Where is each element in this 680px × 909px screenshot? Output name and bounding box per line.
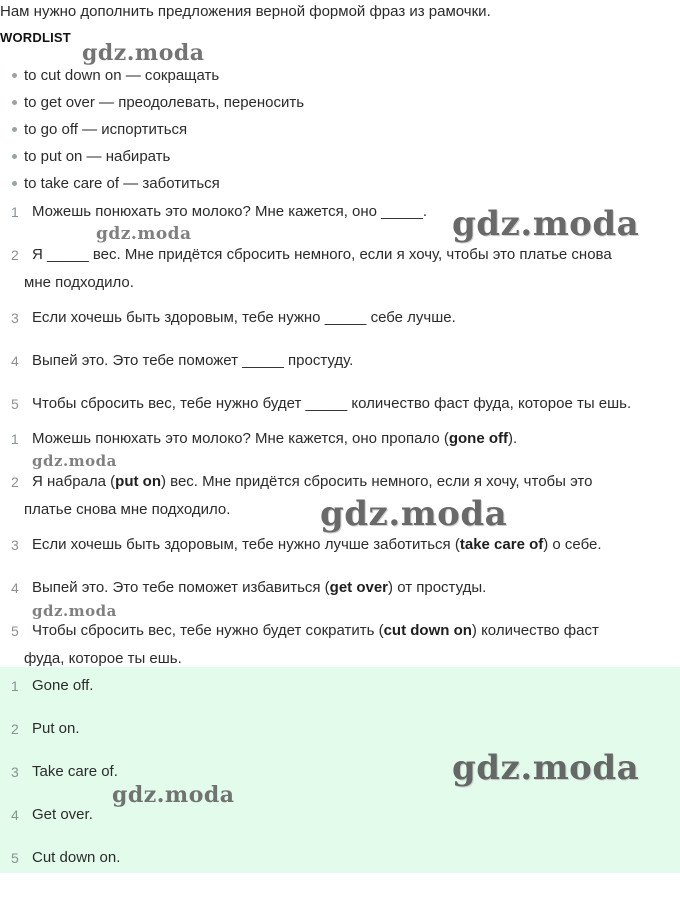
task-text: Выпей это. Это тебе поможет _____ простуду. — [32, 352, 354, 369]
wordlist-item — [12, 94, 304, 111]
translation-item — [0, 617, 676, 673]
translation-text: Чтобы сбросить вес, тебе нужно будет сократить (cut down on) количество фаст — [32, 622, 599, 639]
task-number: 4 — [11, 353, 19, 369]
task-item — [0, 390, 676, 418]
phrase-highlight: cut down on — [383, 622, 472, 639]
task-text: Я _____ вес. Мне придётся сбросить немного, если я хочу, чтобы это платье снова — [32, 246, 612, 263]
task-item — [0, 241, 676, 297]
translation-number: 1 — [11, 431, 19, 447]
task-text: Чтобы сбросить вес, тебе нужно будет _____ количество фаст фуда, которое ты ешь. — [32, 395, 632, 412]
translation-text: Можешь понюхать это молоко? Мне кажется, оно пропало (gone off). — [32, 430, 518, 447]
translation-text: Я набрала (put on) вес. Мне придётся сбросить немного, если я хочу, чтобы это — [32, 473, 593, 490]
answer-number: 4 — [11, 807, 19, 823]
translation-item — [0, 468, 676, 524]
watermark: gdz.moda — [32, 602, 117, 620]
answer-text: Gone off. — [32, 677, 94, 694]
watermark: gdz.moda — [32, 452, 117, 470]
bullet-icon — [12, 154, 17, 159]
wordlist-title: WORDLIST — [0, 30, 71, 45]
bullet-icon — [12, 127, 17, 132]
task-number: 2 — [11, 247, 19, 263]
translation-number: 2 — [11, 474, 19, 490]
answer-text: Take care of. — [32, 763, 118, 780]
wordlist-item-text: to go off — испортиться — [24, 121, 188, 138]
translation-number: 4 — [11, 580, 19, 596]
watermark: gdz.moda — [452, 748, 640, 788]
translation-number: 5 — [11, 623, 19, 639]
watermark: gdz.moda — [452, 204, 640, 244]
answer-number: 5 — [11, 850, 19, 866]
watermark: gdz.moda — [320, 494, 508, 534]
wordlist-item — [12, 148, 170, 165]
task-text-cont: мне подходило. — [24, 274, 134, 291]
task-number: 1 — [11, 204, 19, 220]
task-text: Если хочешь быть здоровым, тебе нужно _____ себе лучше. — [32, 309, 456, 326]
translation-item — [0, 574, 676, 602]
answer-number: 3 — [11, 764, 19, 780]
task-number: 5 — [11, 396, 19, 412]
answer-text: Get over. — [32, 806, 93, 823]
translation-item — [0, 531, 676, 559]
answer-item — [0, 715, 676, 743]
phrase-highlight: take care of — [459, 536, 544, 553]
watermark: gdz.moda — [112, 782, 235, 808]
answer-item — [0, 758, 676, 786]
answer-number: 1 — [11, 678, 19, 694]
phrase-highlight: put on — [115, 473, 161, 490]
watermark: gdz.moda — [96, 224, 192, 244]
phrase-highlight: gone off — [448, 430, 509, 447]
bullet-icon — [12, 100, 17, 105]
wordlist-item — [12, 175, 220, 192]
wordlist-item — [12, 67, 219, 84]
watermark: gdz.moda — [82, 40, 205, 66]
phrase-highlight: get over — [329, 579, 389, 596]
answer-number: 2 — [11, 721, 19, 737]
translation-text: Если хочешь быть здоровым, тебе нужно лучше заботиться (take care of) о себе. — [32, 536, 602, 553]
bullet-icon — [12, 181, 17, 186]
wordlist-item-text: to cut down on — сокращать — [24, 67, 220, 84]
wordlist-item — [12, 121, 187, 138]
task-item — [0, 198, 676, 226]
task-number: 3 — [11, 310, 19, 326]
task-item — [0, 347, 676, 375]
task-text: Можешь понюхать это молоко? Мне кажется, оно _____. — [32, 203, 428, 220]
translation-text-cont: платье снова мне подходило. — [24, 501, 231, 518]
translation-item — [0, 425, 676, 453]
intro-text: Нам нужно дополнить предложения верной формой фраз из рамочки. — [0, 3, 491, 20]
answer-item — [0, 801, 676, 829]
translation-number: 3 — [11, 537, 19, 553]
answer-item — [0, 672, 676, 700]
task-item — [0, 304, 676, 332]
bullet-icon — [12, 73, 17, 78]
wordlist-item-text: to get over — преодолевать, переносить — [24, 94, 305, 111]
wordlist-item-text: to take care of — заботиться — [24, 175, 220, 192]
answer-text: Cut down on. — [32, 849, 121, 866]
wordlist-item-text: to put on — набирать — [24, 148, 171, 165]
answer-item — [0, 844, 676, 872]
answer-text: Put on. — [32, 720, 80, 737]
translation-text-cont: фуда, которое ты ешь. — [24, 650, 182, 667]
translation-text: Выпей это. Это тебе поможет избавиться (get over) от простуды. — [32, 579, 487, 596]
